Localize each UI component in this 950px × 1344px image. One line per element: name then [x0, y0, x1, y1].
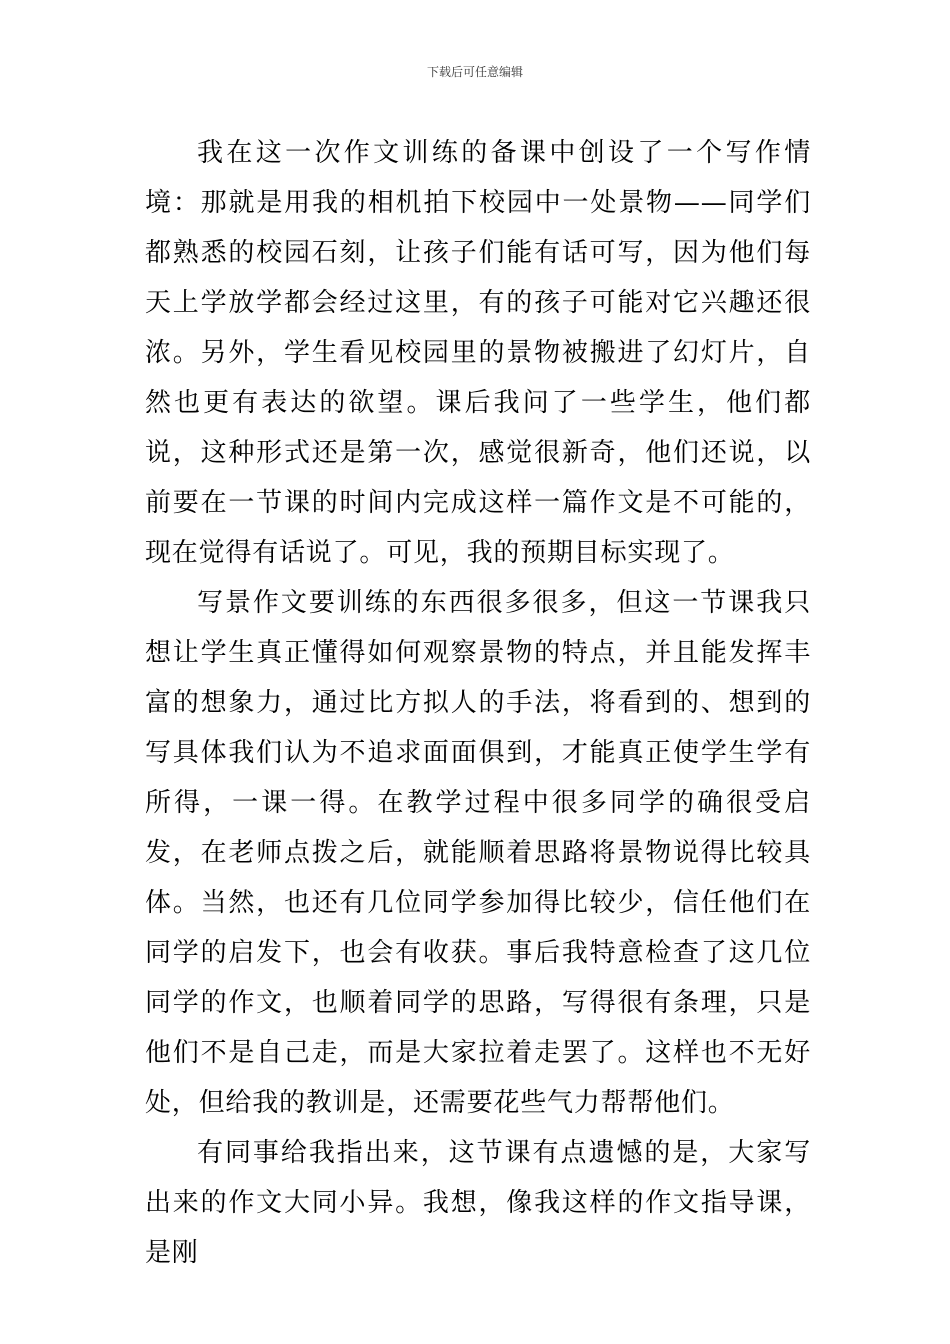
paragraph-2: 写景作文要训练的东西很多很多，但这一节课我只想让学生真正懂得如何观察景物的特点，并且能发挥丰富的想象力，通过比方拟人的手法，将看到的、想到的写具体我们认为不追求面面俱到，才能真正使学生学有所得，一课一得。在教学过程中很多同学的确很受启发，在老师点拨之后，就能顺着思路将景物说得比较具体。当然，也还有几位同学参加得比较少，信任他们在同学的启发下，也会有收获。事后我特意检查了这几位同学的作文，也顺着同学的思路，写得很有条理，只是他们不是自己走，而是大家拉着走罢了。这样也不无好处，但给我的教训是，还需要花些气力帮帮他们。 — [145, 588, 811, 1118]
paragraph-3: 有同事给我指出来，这节课有点遗憾的是，大家写出来的作文大同小异。我想，像我这样的作文指导课，是刚 — [145, 1138, 811, 1268]
paragraph-1: 我在这一次作文训练的备课中创设了一个写作情境：那就是用我的相机拍下校园中一处景物——同学们都熟悉的校园石刻，让孩子们能有话可写，因为他们每天上学放学都会经过这里，有的孩子可能对它兴趣还很浓。另外，学生看见校园里的景物被搬进了幻灯片，自然也更有表达的欲望。课后我问了一些学生，他们都说，这种形式还是第一次，感觉很新奇，他们还说，以前要在一节课的时间内完成这样一篇作文是不可能的，现在觉得有话说了。可见，我的预期目标实现了。 — [145, 138, 811, 568]
document-body — [145, 128, 811, 1278]
page-header: 下载后可任意编辑 — [426, 65, 523, 79]
